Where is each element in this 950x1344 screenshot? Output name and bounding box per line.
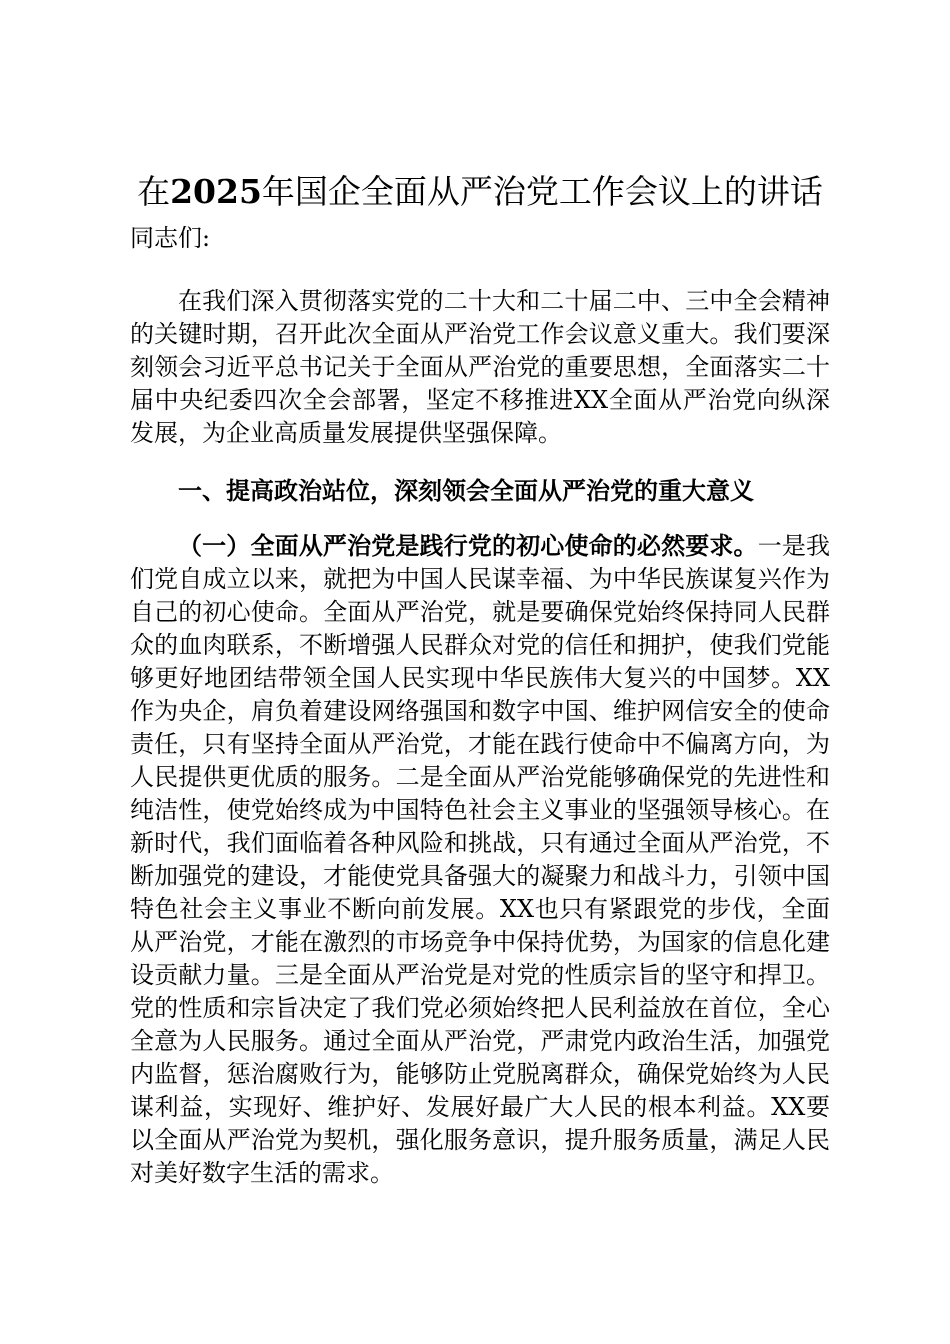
- document-page: [130, 168, 830, 1190]
- subsection-paragraph: [130, 529, 830, 1190]
- title-suffix: 年国企全面从严治党工作会议上的讲话: [261, 172, 823, 211]
- subsection-body: 一是我们党自成立以来，就把为中国人民谋幸福、为中华民族谋复兴作为自己的初心使命。全面从严治党，就是要确保党始终保持同人民群众的血肉联系，不断增强人民群众对党的信任和拥护，使我们党能够更好地团结带领全国人民实现中华民族伟大复兴的中国梦。XX作为央企，肩负着建设网络强国和数字中国、维护网信安全的使命责任，只有坚持全面从严治党，才能在践行使命中不偏离方向，为人民提供更优质的服务。二是全面从严治党能够确保党的先进性和纯洁性，使党始终成为中国特色社会主义事业的坚强领导核心。在新时代，我们面临着各种风险和挑战，只有通过全面从严治党，不断加强党的建设，才能使党具备强大的凝聚力和战斗力，引领中国特色社会主义事业不断向前发展。XX也只有紧跟党的步伐，全面从严治党，才能在激烈的市场竞争中保持优势，为国家的信息化建设贡献力量。三是全面从严治党是对党的性质宗旨的坚守和捍卫。党的性质和宗旨决定了我们党必须始终把人民利益放在首位，全心全意为人民服务。通过全面从严治党，严肃党内政治生活，加强党内监督，惩治腐败行为，能够防止党脱离群众，确保党始终为人民谋利益，实现好、维护好、发展好最广大人民的根本利益。XX要以全面从严治党为契机，强化服务意识，提升服务质量，满足人民对美好数字生活的需求。: [130, 532, 831, 1187]
- intro-paragraph: 在我们深入贯彻落实党的二十大和二十届二中、三中全会精神的关键时期，召开此次全面从严治党工作会议意义重大。我们要深刻领会习近平总书记关于全面从严治党的重要思想，全面落实二十届中央纪委四次全会部署，坚定不移推进XX全面从严治党向纵深发展，为企业高质量发展提供坚强保障。: [130, 287, 830, 447]
- salutation: 同志们:: [130, 224, 211, 252]
- section-heading: 一、提高政治站位，深刻领会全面从严治党的重大意义: [178, 476, 754, 505]
- title-prefix: 在: [137, 172, 171, 211]
- document-title: [130, 168, 830, 216]
- subsection-lead: （一）全面从严治党是践行党的初心使命的必然要求。: [178, 531, 758, 560]
- title-year: 2025: [170, 172, 262, 211]
